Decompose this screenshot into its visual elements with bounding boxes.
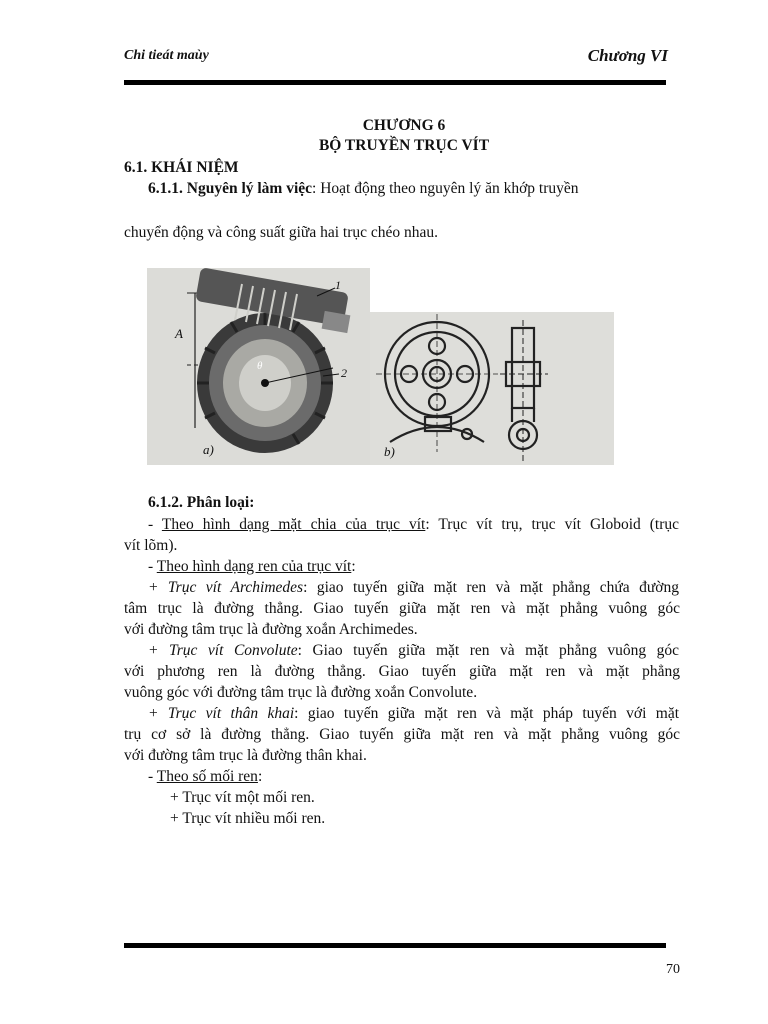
figure-b-drawing — [370, 312, 614, 465]
involute-lead: + Trục vít thân khai — [148, 705, 295, 722]
chapter-title: BỘ TRUYỀN TRỤC VÍT — [318, 137, 490, 154]
involute-line-3: với đường tâm trục là đường thân khai. — [124, 747, 367, 764]
principle-heading: 6.1.1. Nguyên lý làm việc — [148, 180, 313, 197]
archimedes-lead: + Trục vít Archimedes — [148, 579, 304, 596]
colon: : — [257, 768, 263, 785]
figure-a-callout-2: 2 — [341, 366, 347, 380]
involute-text: : giao tuyến giữa mặt ren và mặt pháp tuyến với mặt — [294, 705, 680, 722]
section-heading-6-1: 6.1. KHÁI NIỆM — [124, 159, 239, 176]
involute-line-1 — [148, 703, 679, 724]
classification-line-1 — [148, 514, 679, 535]
archimedes-line-2: tâm trục là đường thẳng. Giao tuyến giữa mặt ren và mặt phẳng vuông góc — [124, 600, 680, 617]
figure-a-callout-1: 1 — [335, 278, 341, 292]
classification-1-text: : Trục vít trụ, trục vít Globoid (trục — [425, 516, 679, 533]
section-heading-6-1-2: 6.1.2. Phân loại: — [148, 494, 255, 511]
classification-2-label: Theo hình dạng ren của trục vít — [156, 558, 352, 575]
bullet-dash: - — [148, 558, 157, 575]
single-start-item: + Trục vít một mối ren. — [170, 789, 315, 806]
archimedes-line-3: với đường tâm trục là đường xoắn Archimedes. — [124, 621, 418, 638]
figure-a-dim-A: A — [175, 326, 183, 341]
colon: : — [351, 558, 356, 575]
classification-line-3 — [148, 766, 704, 787]
figure-a-worm-gear — [147, 268, 370, 465]
principle-text: : Hoạt động theo nguyên lý ăn khớp truyền — [312, 180, 579, 197]
classification-1-label: Theo hình dạng mặt chia của trục vít — [161, 516, 426, 533]
convolute-line-3: vuông góc với đường tâm trục là đường xoắn Convolute. — [124, 684, 478, 701]
convolute-text: : Giao tuyến giữa mặt ren và mặt phẳng vuông góc — [297, 642, 679, 659]
footer-rule — [124, 943, 666, 948]
figure-b-label: b) — [384, 444, 395, 459]
classification-line-2 — [148, 556, 704, 577]
header-rule — [124, 80, 666, 85]
bullet-dash: - — [148, 516, 162, 533]
multi-start-item: + Trục vít nhiều mối ren. — [170, 810, 326, 827]
classification-line-1-cont: vít lõm). — [124, 537, 178, 554]
principle-line — [148, 178, 704, 199]
header-left: Chi tieát maùy — [124, 48, 209, 63]
figure-a-label: a) — [203, 442, 214, 457]
convolute-line-1 — [148, 640, 679, 661]
chapter-number: CHƯƠNG 6 — [362, 117, 446, 134]
convolute-lead: + Trục vít Convolute — [148, 642, 298, 659]
principle-text-cont: chuyển động và công suất giữa hai trục chéo nhau. — [124, 224, 438, 241]
convolute-line-2: với phương ren là đường thẳng. Giao tuyến giữa mặt ren và mặt phẳng — [124, 663, 680, 680]
archimedes-line-1 — [148, 577, 679, 598]
involute-line-2: trụ cơ sở là đường thẳng. Giao tuyến giữa mặt ren và mặt phẳng vuông góc — [124, 726, 680, 743]
figure-b-svg — [370, 312, 614, 465]
figure-a-theta: θ — [257, 360, 263, 372]
archimedes-text: : giao tuyến giữa mặt ren và mặt phẳng chứa đường — [303, 579, 679, 596]
page-number: 70 — [666, 962, 680, 977]
bullet-dash: - — [148, 768, 157, 785]
header-right: Chương VI — [587, 46, 668, 65]
classification-3-label: Theo số mối ren — [156, 768, 258, 785]
